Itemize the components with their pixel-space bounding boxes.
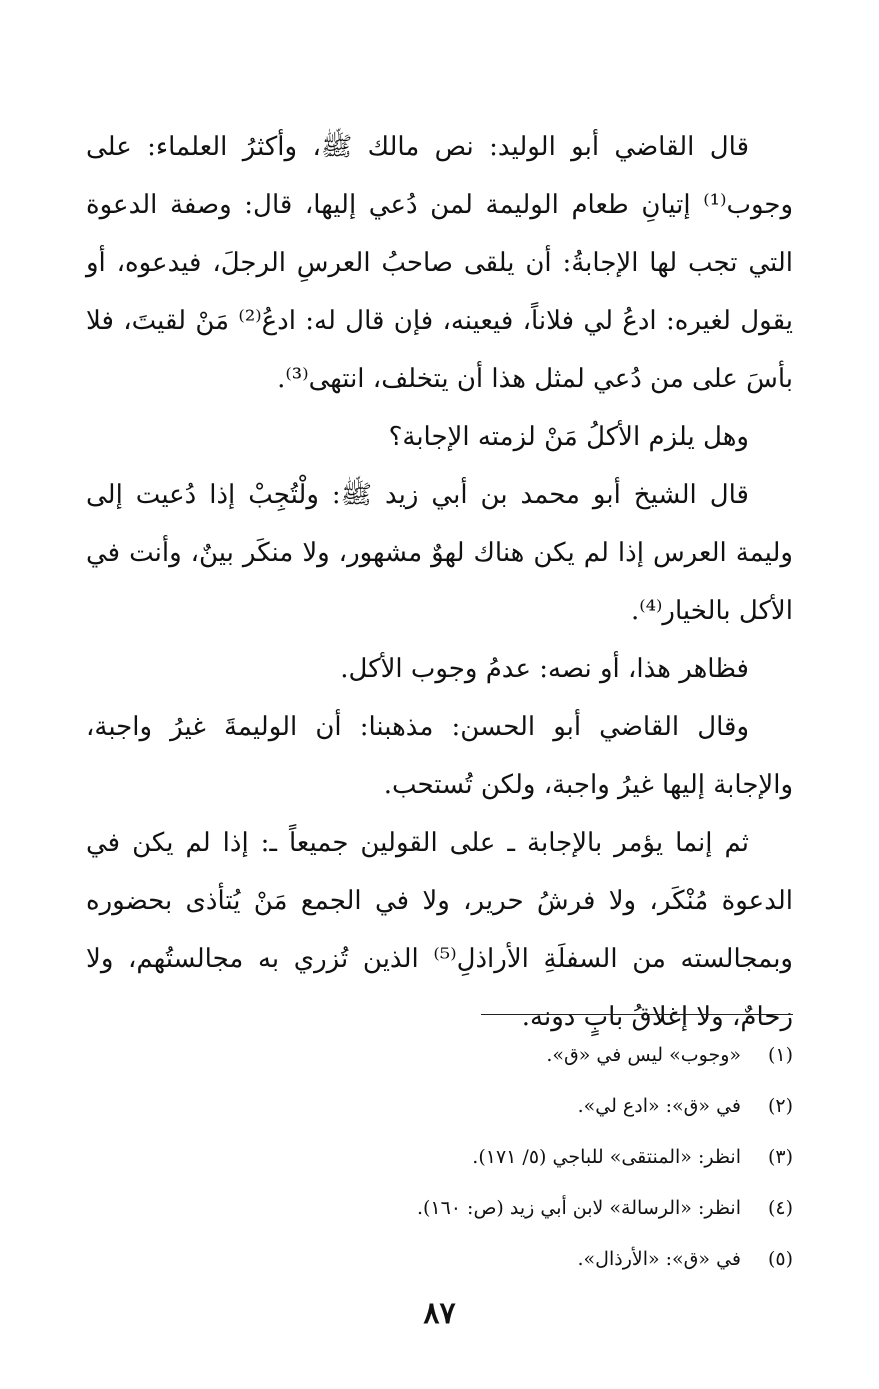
footnote-5 (86, 1234, 793, 1285)
footnote-number: (١) (767, 1044, 793, 1066)
paragraph-3: قال الشيخ أبو محمد بن أبي زيد ﷺ: ولْتُجِبْ إذا دُعيت إلى وليمة العرس إذا لم يكن هناك لهوٌ مشهور، ولا منكَر بينٌ، وأنت في الأكل بالخيار⁽⁴⁾. (86, 480, 793, 626)
footnote-number: (٤) (767, 1197, 793, 1219)
footnote-text: انظر: «الرسالة» لابن أبي زيد (ص: ١٦٠). (416, 1197, 741, 1219)
footnote-text: انظر: «المنتقى» للباجي (٥/ ١٧١). (472, 1146, 741, 1168)
paragraph-4: فظاهر هذا، أو نصه: عدمُ وجوب الأكل. (340, 654, 749, 684)
footnote-text: في «ق»: «ادع لي». (577, 1095, 741, 1117)
main-text (86, 118, 793, 1046)
paragraph-1: قال القاضي أبو الوليد: نص مالك ﷺ، وأكثرُ العلماء: على وجوب⁽¹⁾ إتيانِ طعام الوليمة لمن دُعي إليها، قال: وصفة الدعوة التي تجب لها الإجابةُ: أن يلقى صاحبُ العرسِ الرجلَ، فيدعوه، أو يقول لغيره: ادعُ لي فلاناً، فيعينه، فإن قال له: ادعُ⁽²⁾ مَنْ لقيتَ، فلا بأسَ على من دُعي لمثل هذا أن يتخلف، انتهى⁽³⁾. (86, 132, 793, 394)
footnote-1 (86, 1030, 793, 1081)
footnote-4 (86, 1183, 793, 1234)
paragraph-2: وهل يلزم الأكلُ مَنْ لزمته الإجابة؟ (388, 422, 749, 452)
footnote-number: (٣) (767, 1146, 793, 1168)
paragraph-6: ثم إنما يؤمر بالإجابة ـ على القولين جميعاً ـ: إذا لم يكن في الدعوة مُنْكَر، ولا فرشُ حرير، ولا في الجمع مَنْ يُتأذى بحضوره وبمجالسته من السفلَةِ الأراذلِ⁽⁵⁾ الذين تُزري به مجالستُهم، ولا زحامٌ، ولا إغلاقُ بابٍ دونه. (86, 828, 793, 1032)
page-number: ٨٧ (423, 1296, 456, 1331)
footnotes (86, 1030, 793, 1285)
footnote-divider (481, 1014, 793, 1015)
footnote-number: (٢) (767, 1095, 793, 1117)
footnote-3 (86, 1132, 793, 1183)
footnote-text: في «ق»: «الأرذال». (577, 1248, 741, 1270)
footnote-number: (٥) (767, 1248, 793, 1270)
footnote-text: «وجوب» ليس في «ق». (546, 1044, 741, 1066)
footnote-2 (86, 1081, 793, 1132)
paragraph-5: وقال القاضي أبو الحسن: مذهبنا: أن الوليمةَ غيرُ واجبة، والإجابة إليها غيرُ واجبة، ولكن تُستحب. (86, 712, 793, 800)
